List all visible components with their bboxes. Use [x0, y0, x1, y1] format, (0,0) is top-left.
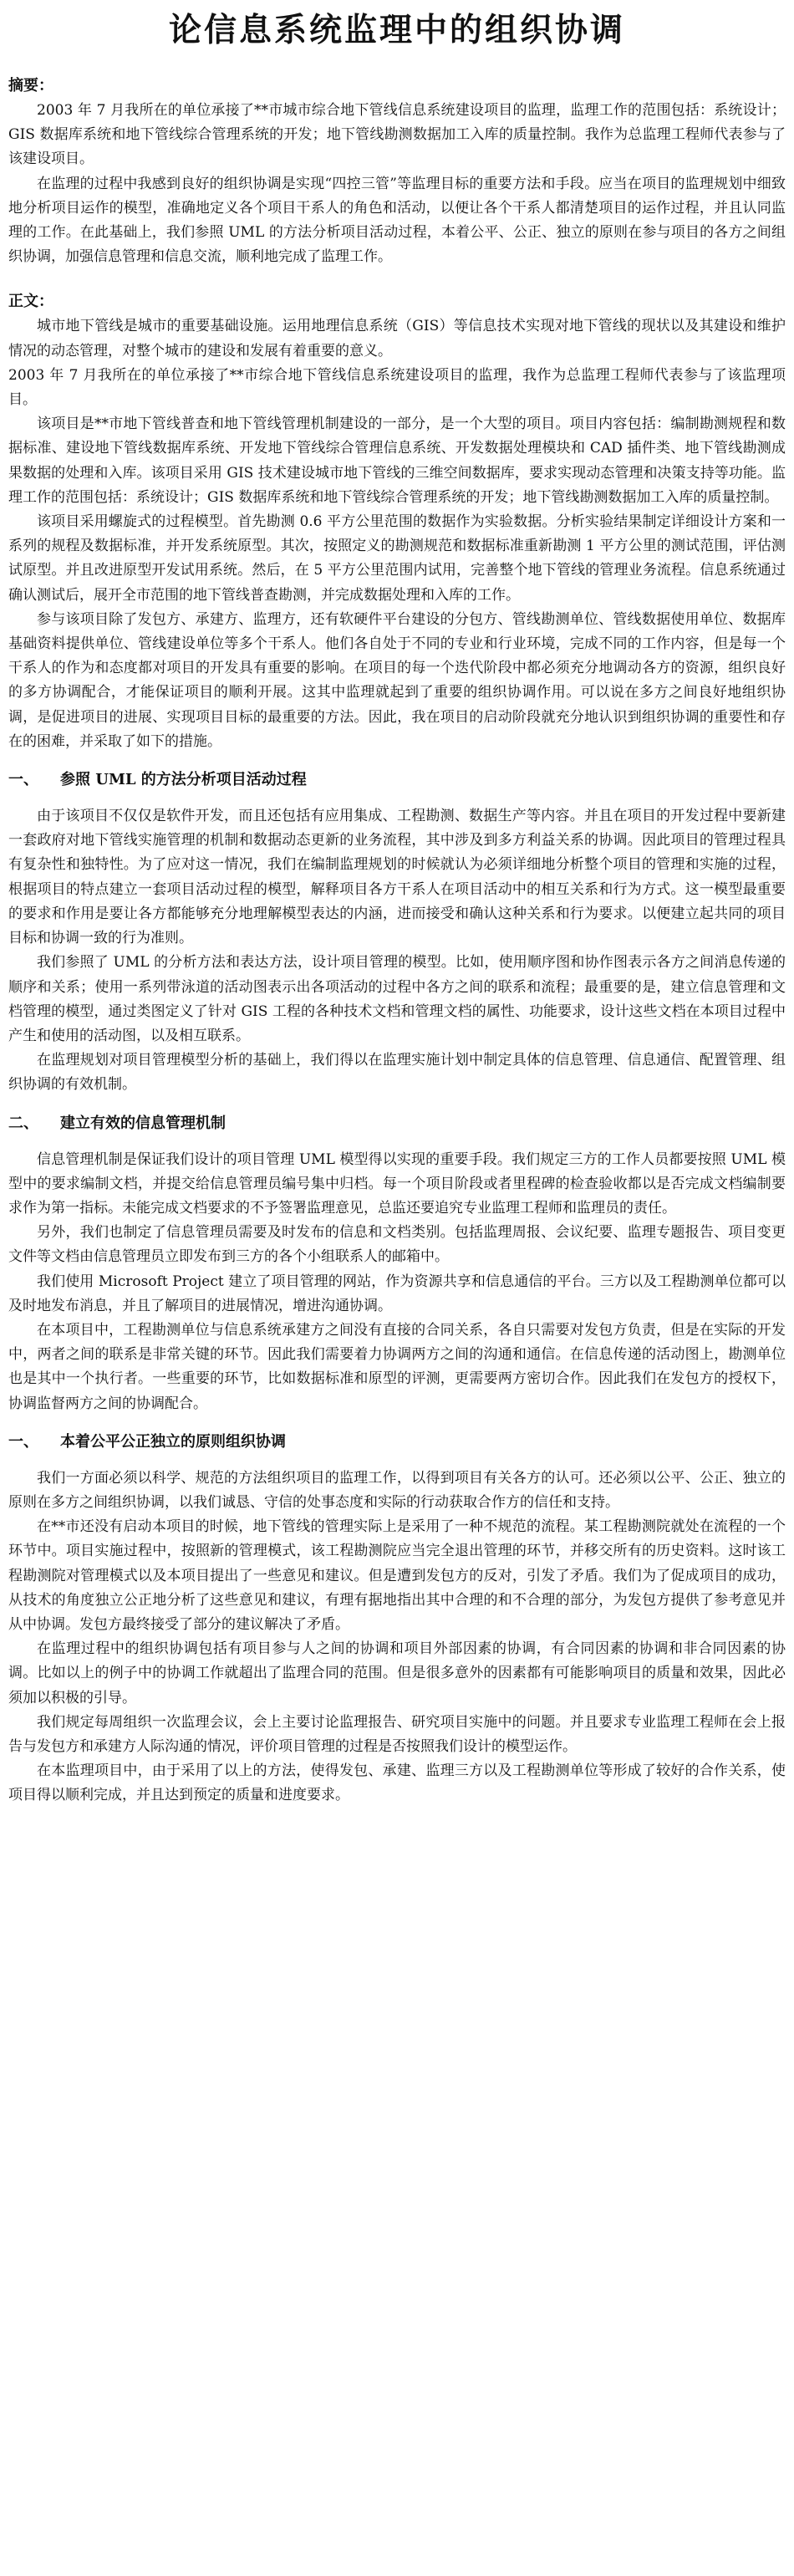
- body-paragraph: 该项目是**市地下管线普查和地下管线管理机制建设的一部分，是一个大型的项目。项目内容包括：编制勘测规程和数据标准、建设地下管线数据库系统、开发地下管线综合管理信息系统、开发数据处理模块和 CAD 插件类、地下管线勘测成果数据的处理和入库。该项目采用 GIS 技术建设城市地下管线的三维空间数据库，要求实现动态管理和决策支持等功能。监理工作的范围包括：系统设计；GIS 数据库系统和地下管线综合管理系统的开发；地下管线勘测数据加工入库的质量控制。: [8, 416, 786, 506]
- section-paragraph: 在本项目中，工程勘测单位与信息系统承建方之间没有直接的合同关系，各自只需要对发包方负责，但是在实际的开发中，两者之间的联系是非常关键的环节。因此我们需要着力协调两方之间的沟通和通信。在信息传递的活动图上，勘测单位也是其中一个执行者。一些重要的环节，比如数据标准和原型的评测，更需要两方密切合作。因此我们在发包方的授权下，协调监督两方之间的协调配合。: [8, 1321, 786, 1412]
- section-number: 一、: [8, 1432, 38, 1451]
- section-paragraph: 我们使用 Microsoft Project 建立了项目管理的网站，作为资源共享和信息通信的平台。三方以及工程勘测单位都可以及时地发布消息，并且了解项目的进展情况，增进沟通协调。: [8, 1273, 786, 1314]
- section-paragraph: 在本监理项目中，由于采用了以上的方法，使得发包、承建、监理三方以及工程勘测单位等形成了较好的合作关系，使项目得以顺利完成，并且达到预定的质量和进度要求。: [8, 1762, 786, 1804]
- section-heading-text: 参照 UML 的方法分析项目活动过程: [60, 771, 307, 789]
- section-paragraph: 信息管理机制是保证我们设计的项目管理 UML 模型得以实现的重要手段。我们规定三方的工作人员都要按照 UML 模型中的要求编制文档，并提交给信息管理员编号集中归档。每一个项目阶段或者里程碑的检查验收都以是否完成文档编制要求作为第一指标。未能完成文档要求的不予签署监理意见，总监还要追究专业监理工程师和监理员的责任。: [8, 1150, 786, 1217]
- section-paragraph: 在监理规划对项目管理模型分析的基础上，我们得以在监理实施计划中制定具体的信息管理、信息通信、配置管理、组织协调的有效机制。: [8, 1052, 786, 1094]
- section-paragraph: 另外，我们也制定了信息管理员需要及时发布的信息和文档类别。包括监理周报、会议纪要、监理专题报告、项目变更文件等文档由信息管理员立即发布到三方的各个小组联系人的邮箱中。: [8, 1224, 786, 1266]
- section-heading: [8, 1430, 786, 1455]
- body-paragraph: 城市地下管线是城市的重要基础设施。运用地理信息系统（GIS）等信息技术实现对地下管线的现状以及其建设和维护情况的动态管理，对整个城市的建设和发展有着重要的意义。: [8, 318, 786, 360]
- document-title: 论信息系统监理中的组织协调: [168, 11, 625, 49]
- section-paragraph: 在**市还没有启动本项目的时候，地下管线的管理实际上是采用了一种不规范的流程。某工程勘测院就处在流程的一个环节中。项目实施过程中，按照新的管理模式，该工程勘测院应当完全退出管理的环节，并移交所有的历史资料。这时该工程勘测院对管理模式以及本项目提出了一些意见和建议。但是遭到发包方的反对，引发了矛盾。我们为了促成项目的成功，从技术的角度独立公正地分析了这些意见和建议，有理有据地指出其中合理的和不合理的部分，为发包方提供了参考意见并从中协调。发包方最终接受了部分的建议解决了矛盾。: [8, 1518, 786, 1633]
- section-heading-text: 本着公平公正独立的原则组织协调: [60, 1432, 286, 1451]
- body-paragraph: 2003 年 7 月我所在的单位承接了**市综合地下管线信息系统建设项目的监理，我作为总监理工程师代表参与了该监理项目。: [8, 366, 786, 409]
- body-paragraph: 该项目采用螺旋式的过程模型。首先勘测 0.6 平方公里范围的数据作为实验数据。分析实验结果制定详细设计方案和一系列的规程及数据标准，并开发系统原型。其次，按照定义的勘测规范和数据标准重新勘测 1 平方公里的测试范围，评估测试原型。并且改进原型开发试用系统。然后，在 5 平方公里范围内试用，完善整个地下管线的管理业务流程。信息系统通过确认测试后，展开全市范围的地下管线普查勘测，并完成数据处理和入库的工作。: [8, 513, 786, 604]
- abstract-paragraph: 在监理的过程中我感到良好的组织协调是实现“四控三管”等监理目标的重要方法和手段。应当在项目的监理规划中细致地分析项目运作的模型，准确地定义各个项目干系人的角色和活动，以便让各个干系人都清楚项目的运作过程，并且认同监理的工作。在此基础上，我们参照 UML 的方法分析项目活动过程，本着公平、公正、独立的原则在参与项目的各方之间组织协调，加强信息管理和信息交流，顺利地完成了监理工作。: [8, 175, 786, 266]
- section-heading: [8, 1111, 786, 1136]
- section-paragraph: 由于该项目不仅仅是软件开发，而且还包括有应用集成、工程勘测、数据生产等内容。并且在项目的开发过程中要新建一套政府对地下管线实施管理的机制和数据动态更新的业务流程，其中涉及到多方利益关系的协调。因此项目的管理过程具有复杂性和独特性。为了应对这一情况，我们在编制监理规划的时候就认为必须详细地分析整个项目的管理和实施的过程，根据项目的特点建立一套项目活动过程的模型，解释项目各方干系人在项目活动中的相互关系和行为方式。这一模型最重要的要求和作用是要让各方都能够充分地理解模型表达的内涵，进而接受和确认这种关系和行为要求。以便建立起共同的项目目标和协调一致的行为准则。: [8, 808, 786, 947]
- abstract-label: 摘要：: [8, 77, 53, 94]
- body-paragraph: 参与该项目除了发包方、承建方、监理方，还有软硬件平台建设的分包方、管线勘测单位、管线数据使用单位、数据库基础资料提供单位、管线建设单位等多个干系人。他们各自处于不同的专业和行业环境，完成不同的工作内容，但是每一个干系人的作为和态度都对项目的开发具有重要的影响。在项目的每一个迭代阶段中都必须充分地调动各方的资源，组织良好的多方协调配合，才能保证项目的顺利开展。这其中监理就起到了重要的组织协调作用。可以说在多方之间良好地组织协调，是促进项目的进展、实现项目目标的最重要的方法。因此，我在项目的启动阶段就充分地认识到组织协调的重要性和存在的困难，并采取了如下的措施。: [8, 610, 786, 750]
- section-heading: [8, 768, 786, 793]
- section-paragraph: 在监理过程中的组织协调包括有项目参与人之间的协调和项目外部因素的协调，有合同因素的协调和非合同因素的协调。比如以上的例子中的协调工作就超出了监理合同的范围。但是很多意外的因素都有可能影响项目的质量和效果，因此必须加以积极的引导。: [8, 1640, 786, 1706]
- abstract-paragraph: 2003 年 7 月我所在的单位承接了**市城市综合地下管线信息系统建设项目的监理，监理工作的范围包括：系统设计；GIS 数据库系统和地下管线综合管理系统的开发；地下管线勘测数据加工入库的质量控制。我作为总监理工程师代表参与了该建设项目。: [8, 102, 786, 168]
- section-paragraph: 我们规定每周组织一次监理会议，会上主要讨论监理报告、研究项目实施中的问题。并且要求专业监理工程师在会上报告与发包方和承建方人际沟通的情况，评价项目管理的过程是否按照我们设计的模型运作。: [8, 1713, 786, 1755]
- section-number: 二、: [8, 1114, 38, 1132]
- section-paragraph: 我们一方面必须以科学、规范的方法组织项目的监理工作，以得到项目有关各方的认可。还必须以公平、公正、独立的原则在多方之间组织协调，以我们诚恳、守信的处事态度和实际的行动获取合作方的信任和支持。: [8, 1469, 786, 1511]
- body-label: 正文：: [8, 293, 53, 311]
- section-paragraph: 我们参照了 UML 的分析方法和表达方法，设计项目管理的模型。比如，使用顺序图和协作图表示各方之间消息传递的顺序和关系；使用一系列带泳道的活动图表示出各项活动的过程中各方之间的联系和流程；最重要的是，建立信息管理和文档管理的模型，通过类图定义了针对 GIS 工程的各种技术文档和管理文档的属性、功能要求，设计这些文档在本项目过程中产生和使用的活动图，以及相互联系。: [8, 954, 786, 1044]
- section-number: 一、: [8, 771, 38, 789]
- section-heading-text: 建立有效的信息管理机制: [60, 1114, 226, 1132]
